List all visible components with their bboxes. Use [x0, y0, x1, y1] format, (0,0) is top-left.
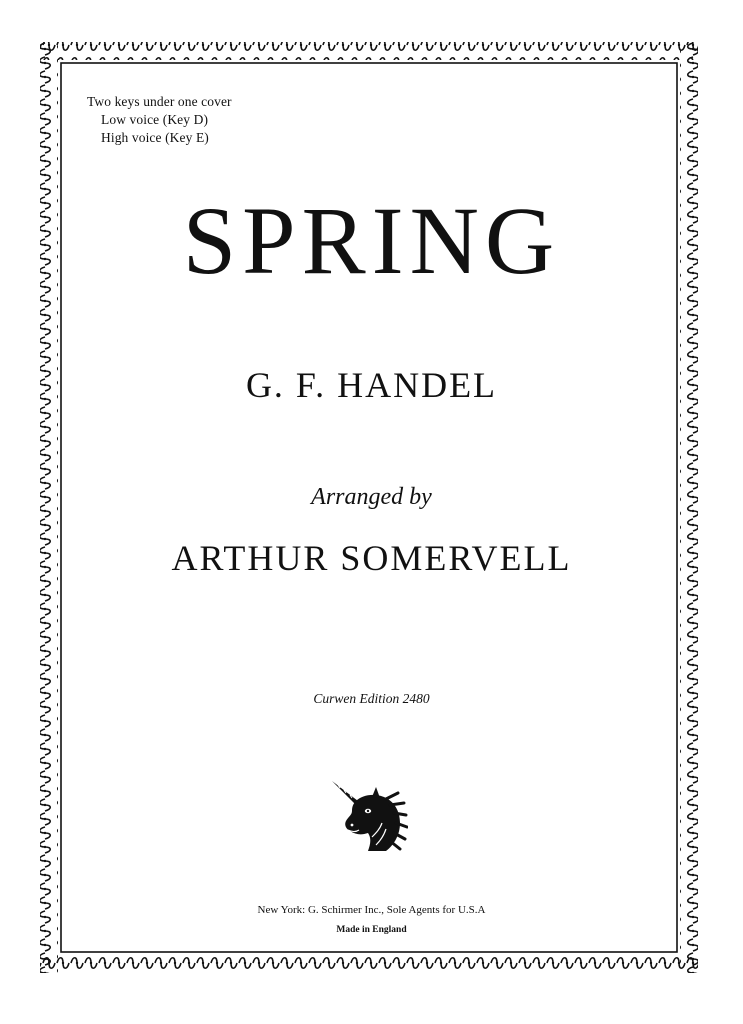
keys-note-line: Two keys under one cover: [87, 94, 232, 109]
high-voice-line: High voice (Key E): [101, 130, 209, 145]
unicorn-head-icon: [328, 775, 408, 855]
song-title: SPRING: [182, 187, 561, 294]
arranged-by-label: Arranged by: [311, 484, 432, 510]
composer-name: G. F. HANDEL: [245, 365, 498, 405]
arranger-name: ARTHUR SOMERVELL: [171, 538, 572, 578]
publisher-agents: New York: G. Schirmer Inc., Sole Agents for U.S.A: [257, 904, 486, 916]
low-voice-line: Low voice (Key D): [101, 112, 209, 127]
made-in-country: Made in England: [336, 925, 407, 935]
edition-number: Curwen Edition 2480: [313, 691, 430, 706]
voice-keys-note: [87, 93, 232, 147]
